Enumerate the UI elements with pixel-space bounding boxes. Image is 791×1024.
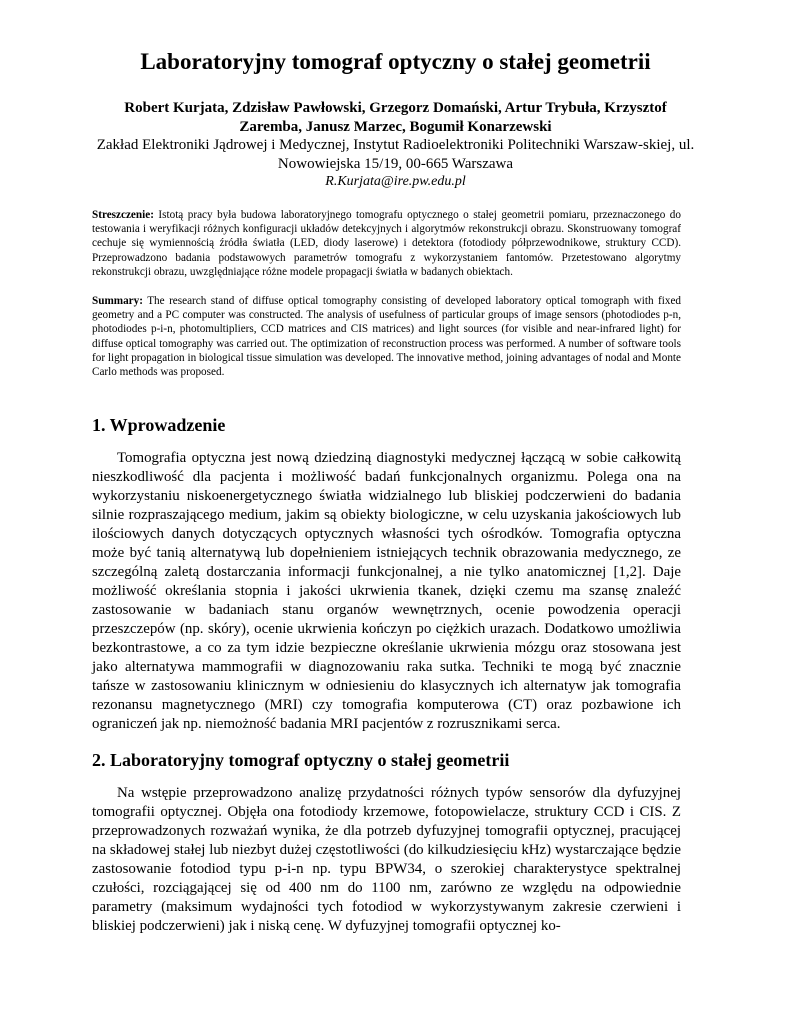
abstract-polish-text: Istotą pracy była budowa laboratoryjnego tomografu optycznego o stałej geometrii pomiaru, przeznaczonego do testowania i weryfikacji różnych konfiguracji układów detekcyjnych i algorytmów rekonstrukcji obrazu. Skonstruowany tomograf cechuje się wymiennością źródła światła (LED, diody laserowe) i detektora (fotodiody półprzewodnikowe, struktury CCD). Przeprowadzono badania podstawowych parametrów tomografu z wykorzystaniem fantomów. Przetestowano algorytmy rekonstrukcji obrazu, uwzględniające różne modele propagacji światła w badanych obiektach.	[92, 209, 681, 278]
paper-title: Laboratoryjny tomograf optyczny o stałej geometrii	[140, 49, 651, 74]
contact-email: R.Kurjata@ire.pw.edu.pl	[325, 174, 466, 189]
abstract-polish-label: Streszczenie:	[92, 209, 154, 221]
abstract-english-label: Summary:	[92, 295, 143, 307]
section-2-paragraph: Na wstępie przeprowadzono analizę przydatności różnych typów sensorów dla dyfuzyjnej tomografii optycznej. Objęła ona fotodiody krzemowe, fotopowielacze, struktury CCD i CIS. Z przeprowadzonych rozważań wynika, że dla potrzeb dyfuzyjnej tomografii optycznej, pracującej na składowej stałej lub niezbyt dużej częstotliwości (do kilkudziesięciu kHz) wystarczające będzie zastosowanie fotodiod typu p-i-n np. typu BPW34, o szerokiej charakterystyce spektralnej czułości, rozciągającej się od 400 nm do 1100 nm, zarówno ze względu na odpowiednie parametry (maksimum wydajności tych fotodiod w wykorzystywanym zakresie czerwieni i bliskiej podczerwieni) jak i niską cenę. W dyfuzyjnej tomografii optycznej ko-	[92, 785, 681, 934]
abstract-english	[92, 294, 681, 379]
author-list: Robert Kurjata, Zdzisław Pawłowski, Grzegorz Domański, Artur Trybuła, Krzysztof Zaremba, Janusz Marzec, Bogumił Konarzewski	[124, 100, 667, 135]
section-2-heading: 2. Laboratoryjny tomograf optyczny o stałej geometrii	[92, 750, 510, 770]
abstract-polish	[92, 208, 681, 279]
section-1-heading: 1. Wprowadzenie	[92, 415, 226, 435]
abstract-english-text: The research stand of diffuse optical tomography consisting of developed laboratory optical tomograph with fixed geometry and a PC computer was constructed. The analysis of usefulness of particular groups of image sensors (photodiodes p-n, photodiodes p-i-n, photomultipliers, CCD matrices and CIS matrices) and light sources (for visible and near-infrared light) for diffuse optical tomography was carried out. The optimization of reconstruction process was performed. A number of software tools for light propagation in biological tissue simulation was developed. The innovative method, joining advantages of nodal and Monte Carlo methods was proposed.	[92, 295, 681, 379]
section-1-paragraph: Tomografia optyczna jest nową dziedziną diagnostyki medycznej łączącą w sobie całkowitą nieszkodliwość dla pacjenta i możliwość badań funkcjonalnych organizmu. Polega ona na wykorzystaniu niskoenergetycznego światła widzialnego lub bliskiej podczerwieni do badania silnie rozpraszającego medium, jakim są obiekty biologiczne, w celu uzyskania jakościowych lub ilościowych danych dotyczących optycznych własności tych ośrodków. Tomografia optyczna może być tanią alternatywą lub dopełnieniem istniejących technik obrazowania medycznego, ze szczególną zaletą dostarczania informacji funkcjonalnej, a nie tylko anatomicznej [1,2]. Daje możliwość określania stopnia i jakości ukrwienia tkanek, dzięki czemu ma szansę znaleźć zastosowanie w badaniach stanu organów wewnętrznych, ocenie powodzenia operacji przeszczepów (np. skóry), ocenie ukrwienia kończyn po ciężkich urazach. Dodatkowo umożliwia bezkontrastowe, a co za tym idzie bezpieczne określanie ukrwienia mózgu oraz stosowana jest jako alternatywa mammografii w diagnozowaniu raka sutka. Techniki te mogą być znacznie tańsze w zastosowaniu klinicznym w odniesieniu do klasycznych ich alternatyw jak tomografia rezonansu magnetycznego (MRI) czy tomografia komputerowa (CT) oraz pozbawione ich ograniczeń jak np. niemożność badania MRI pacjentów z rozrusznikami serca.	[92, 450, 681, 732]
affiliation: Zakład Elektroniki Jądrowej i Medycznej, Instytut Radioelektroniki Politechniki Warszaw-skiej, ul. Nowowiejska 15/19, 00-665 Warszawa	[96, 137, 695, 172]
